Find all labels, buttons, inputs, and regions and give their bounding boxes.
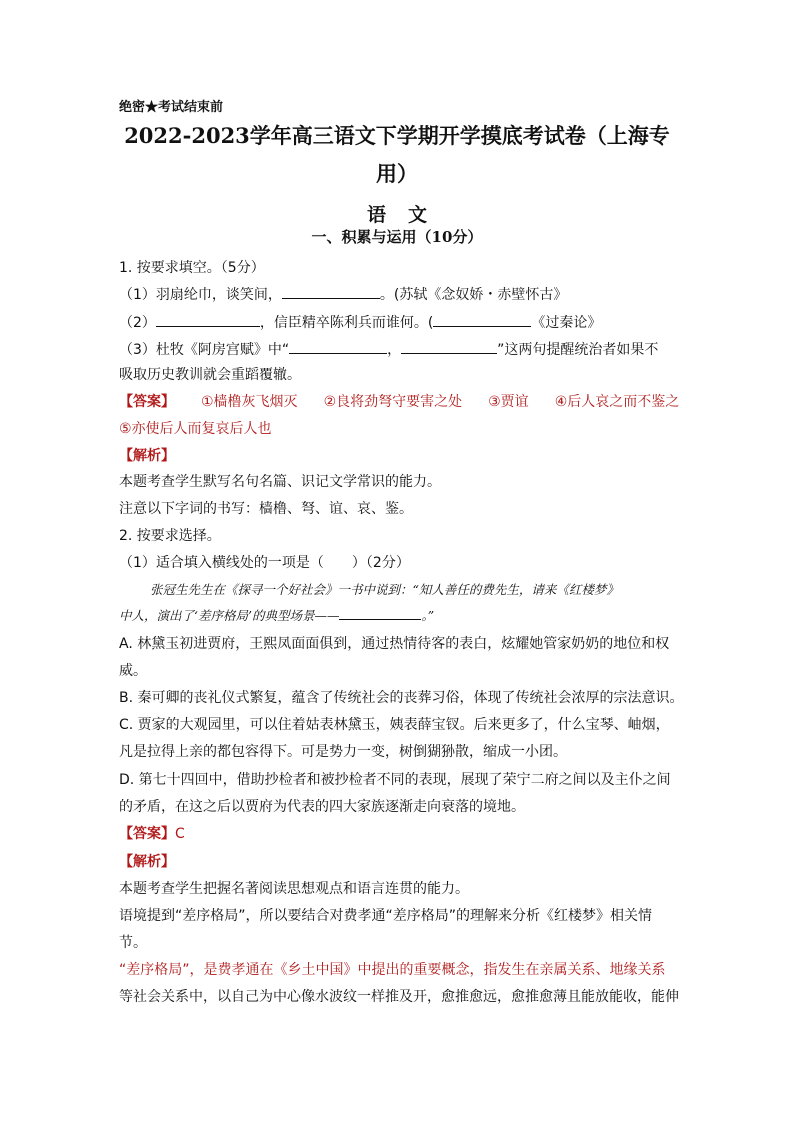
answer-item-2: ②良将劲弩守要害之处 — [323, 394, 463, 410]
q2-quote-text-b: 。” — [421, 608, 435, 623]
exam-title-line2: 用） — [376, 161, 418, 186]
answer-tag: 【答案】 — [119, 394, 175, 410]
q2-analysis-5: 等社会关系中，以自己为中心像水波纹一样推及开，愈推愈远，愈推愈薄且能放能收，能伸 — [119, 989, 679, 1005]
fill-blank — [289, 339, 387, 354]
q1-stem: 1. 按要求填空。（5分） — [119, 260, 265, 276]
option-a-line2: 威。 — [119, 663, 147, 679]
option-d-line2: 的矛盾，在这之后以贾府为代表的四大家族逐渐走向衰落的境地。 — [119, 799, 525, 815]
exam-title-line1: 2022-2023学年高三语文下学期开学摸底考试卷（上海专 — [124, 123, 670, 148]
q1-analysis-tag: 【解析】 — [119, 448, 175, 464]
answer-item-1: ①樯橹灰飞烟灭 — [201, 394, 298, 410]
answer-item-5: ⑤亦使后人而复哀后人也 — [119, 421, 272, 437]
q1-item2 — [119, 312, 679, 333]
fill-blank — [282, 284, 380, 299]
q2-answer — [119, 824, 679, 844]
q2-quote-line1: 张冠生先生在《探寻一个好社会》一书中说到：“知人善任的费先生，请来《红楼梦》 — [150, 582, 619, 597]
option-c-line2: 凡是拉得上亲的都包容得下。可是势力一变，树倒猢狲散，缩成一小团。 — [119, 744, 567, 760]
q2-analysis-3: 节。 — [119, 935, 147, 951]
section-heading: 一、积累与运用（10分） — [311, 228, 483, 246]
subject-heading: 语文 — [366, 204, 449, 226]
secret-label: 绝密★考试结束前 — [119, 100, 224, 115]
q1-item3-cont: 吸取历史教训就会重蹈覆辙。 — [119, 367, 301, 383]
q2-quote-text-a: 中人，演出了‘差序格局’的典型场景—— — [119, 608, 340, 623]
q2-analysis-4: “差序格局”，是费孝通在《乡土中国》中提出的重要概念，指发生在亲属关系、地缘关系 — [119, 962, 666, 978]
answer-item-3: ③贾谊 — [488, 394, 529, 410]
fill-blank — [156, 312, 260, 327]
q1-item2-text-b: ，信臣精卒陈利兵而谁何。( — [259, 315, 434, 331]
option-b: B. 秦可卿的丧礼仪式繁复，蕴含了传统社会的丧葬习俗，体现了传统社会浓厚的宗法意识。 — [119, 690, 684, 706]
option-a-line1: A. 林黛玉初进贾府，王熙凤面面俱到，通过热情待客的表白，炫耀她管家奶奶的地位和权 — [119, 636, 670, 652]
q1-item3-text-c: ”这两句提醒统治者如果不 — [497, 342, 659, 358]
q2-analysis-tag: 【解析】 — [119, 854, 175, 870]
q1-analysis-2: 注意以下字词的书写：樯橹、弩、谊、哀、鉴。 — [119, 501, 413, 517]
q1-item1-text-b: 。(苏轼《念奴娇・赤壁怀古》 — [379, 287, 568, 303]
option-c-line1: C. 贾家的大观园里，可以住着姑表林黛玉，姨表薛宝钗。后来更多了，什么宝琴、岫烟， — [119, 717, 670, 733]
q1-item2-text-c: 《过秦论》 — [531, 315, 602, 331]
q2-analysis-1: 本题考查学生把握名著阅读思想观点和语言连贯的能力。 — [119, 881, 469, 897]
answer-value: C — [175, 826, 185, 842]
fill-blank — [401, 339, 497, 354]
fill-blank — [339, 606, 421, 620]
q1-item3-text-a: （3）杜牧《阿房宫赋》中“ — [119, 342, 290, 358]
q2-quote-line2 — [119, 606, 679, 626]
q1-analysis-1: 本题考查学生默写名句名篇、识记文学常识的能力。 — [119, 474, 441, 490]
option-d-line1: D. 第七十四回中，借助抄检者和被抄检者不同的表现，展现了荣宁二府之间以及主仆之间 — [119, 772, 671, 788]
q2-sub1: （1）适合填入横线处的一项是（ ）（2分） — [119, 555, 410, 571]
q2-analysis-2: 语境提到“差序格局”，所以要结合对费孝通“差序格局”的理解来分析《红楼梦》相关情 — [119, 908, 653, 924]
q2-stem: 2. 按要求选择。 — [119, 528, 221, 544]
q1-item1 — [119, 284, 679, 305]
q1-answer — [119, 392, 679, 412]
q1-item1-text-a: （1）羽扇纶巾，谈笑间， — [119, 287, 282, 303]
q1-item3 — [119, 339, 679, 360]
q1-item2-text-a: （2） — [119, 315, 156, 331]
fill-blank — [433, 312, 531, 327]
q1-item3-text-b: ， — [387, 342, 402, 358]
answer-item-4: ④后人哀之而不鉴之 — [554, 394, 680, 410]
answer-tag: 【答案】 — [119, 826, 175, 842]
